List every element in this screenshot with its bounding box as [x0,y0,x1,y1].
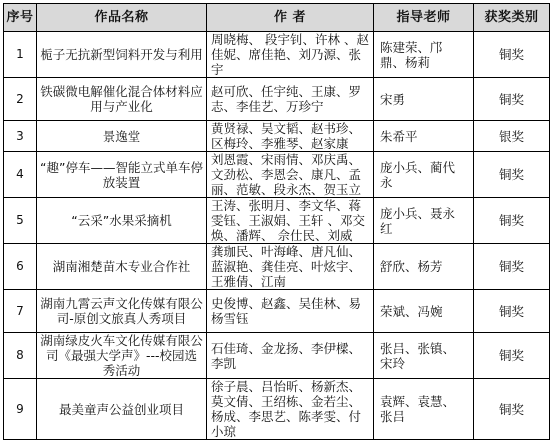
project-name: 湖南湘楚苗木专业合作社 [37,244,207,290]
authors-cell: 刘恩霞、宋雨情、邓庆禹、文劲松、李恩会、康凡、孟丽、范敏、段永杰、贺玉立 [207,152,374,198]
project-name: “云采”水果采摘机 [37,198,207,244]
table-row [4,121,550,152]
table-row [4,379,550,440]
table-row [4,32,550,78]
award-cell: 铜奖 [474,78,550,121]
teachers-cell: 舒欣、杨芳 [374,244,474,290]
table-body [4,32,550,440]
row-number: 1 [4,32,37,78]
row-number: 2 [4,78,37,121]
teachers-cell: 朱希平 [374,121,474,152]
row-number: 4 [4,152,37,198]
authors-cell: 徐子晨、吕怡昕、杨新杰、莫文倩、王绍栋、金若尘、杨成、李思艺、陈孝雯、付小琼 [207,379,374,440]
award-cell: 铜奖 [474,32,550,78]
authors-cell: 赵可欣、任宇纯、王康、罗志、李佳艺、万珍宁 [207,78,374,121]
project-name: 景逸堂 [37,121,207,152]
teachers-cell: 荣斌、冯婉 [374,290,474,333]
table-row [4,333,550,379]
authors-cell: 史俊博、赵鑫、吴佳林、易杨雪钰 [207,290,374,333]
header-no: 序号 [4,4,37,32]
header-name: 作品名称 [37,4,207,32]
award-cell: 银奖 [474,121,550,152]
award-cell: 铜奖 [474,244,550,290]
row-number: 5 [4,198,37,244]
authors-cell: 周晓梅、 段宇钊、许林 、赵佳妮、席佳艳、刘乃源、张宇 [207,32,374,78]
header-row [4,4,550,32]
row-number: 6 [4,244,37,290]
row-number: 8 [4,333,37,379]
table-row [4,152,550,198]
project-name: 湖南九霄云声文化传媒有限公司-原创文旅真人秀项目 [37,290,207,333]
teachers-cell: 袁辉、袁慧、张吕 [374,379,474,440]
authors-cell: 王涛、张明月、李文华、蒋雯钰、王淑娟、王轩 、邓交焕、潘辉、 佘仕民、刘威 [207,198,374,244]
table-row [4,244,550,290]
authors-cell: 石佳琦、金龙扬、李伊樑、李凯 [207,333,374,379]
row-number: 7 [4,290,37,333]
authors-cell: 黄贤禄、吴文韬、赵书珍、区梅玲、李雅琴、赵家康 [207,121,374,152]
award-table-container [3,3,550,440]
project-name: 最美童声公益创业项目 [37,379,207,440]
award-table [3,3,550,440]
award-cell: 铜奖 [474,333,550,379]
header-teachers: 指导老师 [374,4,474,32]
teachers-cell: 陈建荣、邝鼎、杨莉 [374,32,474,78]
teachers-cell: 庞小兵、聂永红 [374,198,474,244]
teachers-cell: 宋勇 [374,78,474,121]
project-name: 栀子无抗新型饲料开发与利用 [37,32,207,78]
table-row [4,78,550,121]
header-authors: 作 者 [207,4,374,32]
project-name: 湖南绿皮火车文化传媒有限公司《最强大学声》---校园选秀活动 [37,333,207,379]
award-cell: 铜奖 [474,290,550,333]
table-row [4,198,550,244]
award-cell: 铜奖 [474,379,550,440]
row-number: 3 [4,121,37,152]
authors-cell: 龚珈民、叶海峰、唐凡仙、蓝淑艳、龚佳亮、叶炫宇、王雅倩、江南 [207,244,374,290]
table-row [4,290,550,333]
teachers-cell: 庞小兵、蔺代永 [374,152,474,198]
award-cell: 铜奖 [474,198,550,244]
row-number: 9 [4,379,37,440]
header-award: 获奖类别 [474,4,550,32]
project-name: “趣”停车——智能立式单车停放装置 [37,152,207,198]
award-cell: 铜奖 [474,152,550,198]
teachers-cell: 张吕、张镇、宋玲 [374,333,474,379]
project-name: 铁碳微电解催化混合体材料应用与产业化 [37,78,207,121]
